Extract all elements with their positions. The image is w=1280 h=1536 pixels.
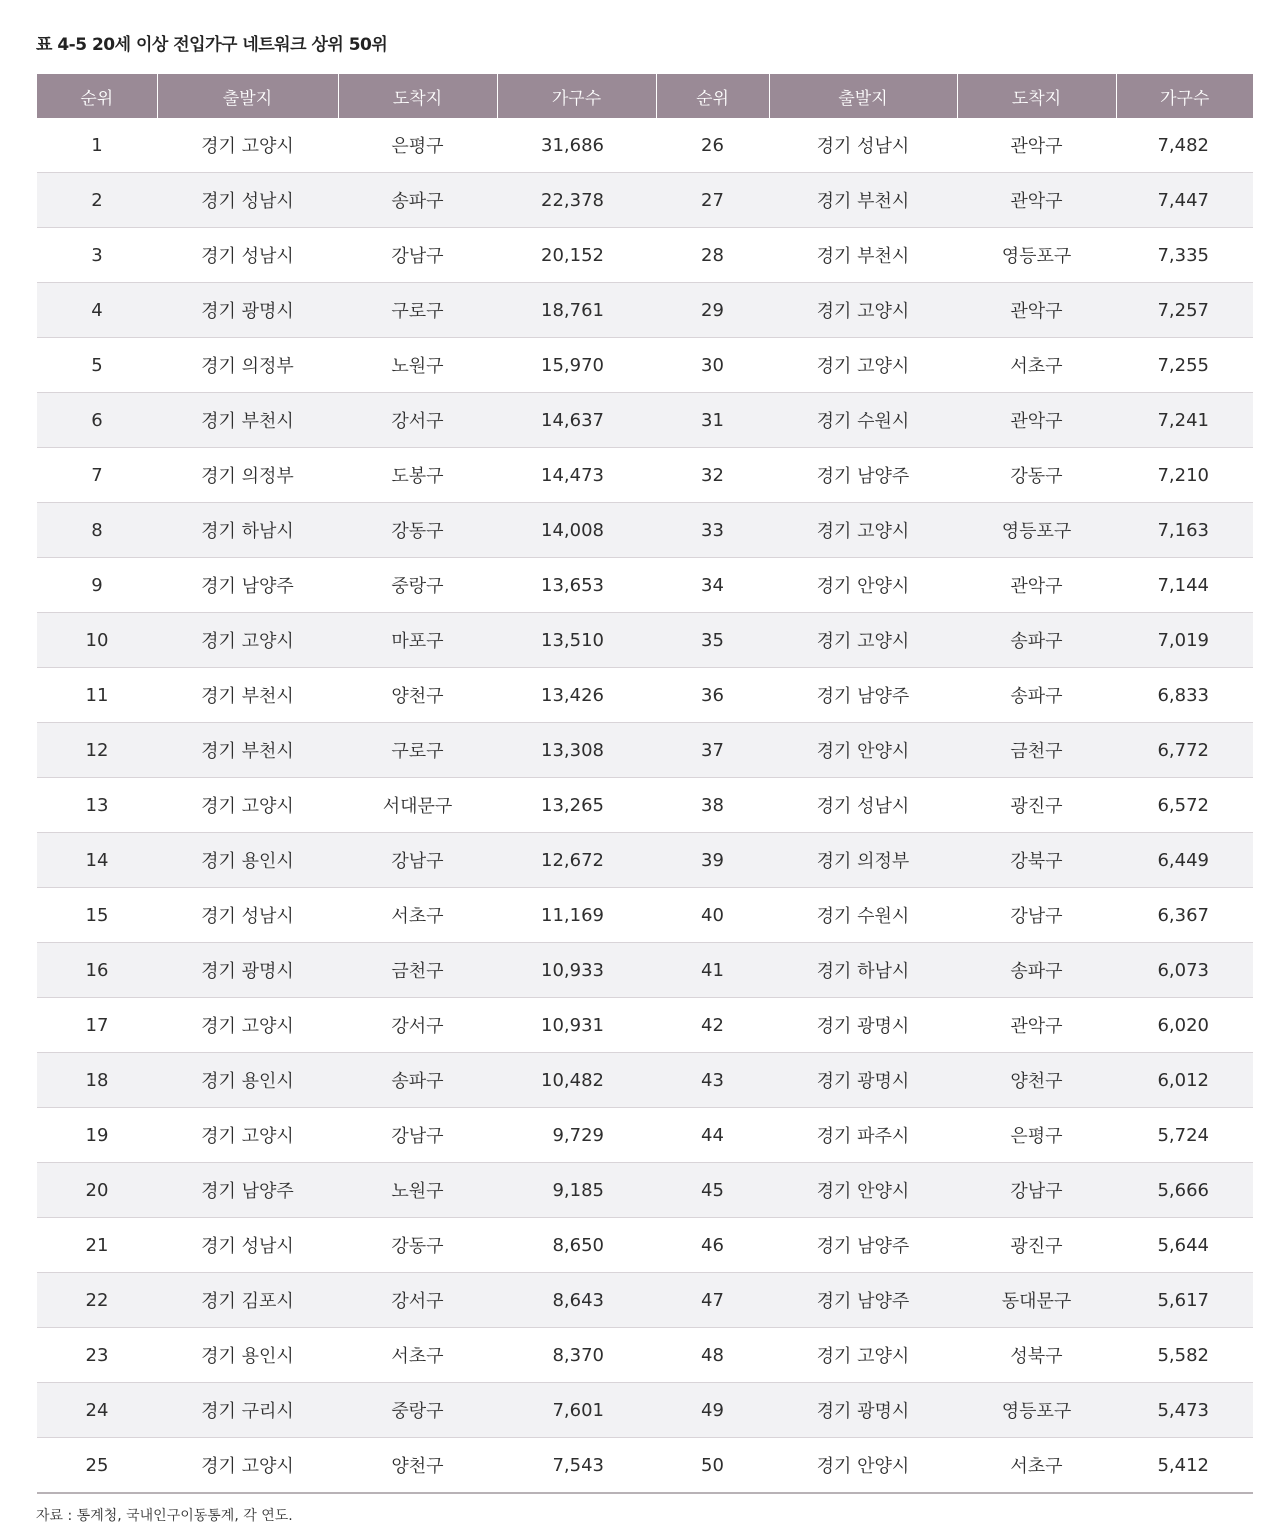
- households-cell: 13,308: [497, 723, 656, 778]
- origin-cell: 경기 성남시: [769, 778, 957, 833]
- households-cell: 7,210: [1116, 448, 1253, 503]
- table-row: [37, 1328, 1253, 1383]
- destination-cell: 서초구: [338, 888, 497, 943]
- rank-cell: 32: [656, 448, 769, 503]
- rank-cell: 15: [37, 888, 157, 943]
- destination-cell: 강남구: [338, 833, 497, 888]
- destination-cell: 송파구: [338, 173, 497, 228]
- rank-cell: 4: [37, 283, 157, 338]
- rank-cell: 21: [37, 1218, 157, 1273]
- rank-cell: 24: [37, 1383, 157, 1438]
- rank-cell: 29: [656, 283, 769, 338]
- origin-cell: 경기 성남시: [157, 228, 338, 283]
- origin-cell: 경기 안양시: [769, 558, 957, 613]
- households-cell: 13,426: [497, 668, 656, 723]
- column-header: 가구수: [497, 74, 656, 118]
- rank-cell: 13: [37, 778, 157, 833]
- households-cell: 7,144: [1116, 558, 1253, 613]
- origin-cell: 경기 용인시: [157, 1053, 338, 1108]
- destination-cell: 광진구: [957, 1218, 1116, 1273]
- origin-cell: 경기 의정부: [157, 338, 338, 393]
- origin-cell: 경기 수원시: [769, 393, 957, 448]
- origin-cell: 경기 고양시: [157, 778, 338, 833]
- rank-cell: 42: [656, 998, 769, 1053]
- rank-cell: 23: [37, 1328, 157, 1383]
- header-row: [37, 74, 1253, 118]
- households-cell: 9,729: [497, 1108, 656, 1163]
- origin-cell: 경기 고양시: [157, 1108, 338, 1163]
- rank-cell: 30: [656, 338, 769, 393]
- origin-cell: 경기 남양주: [157, 1163, 338, 1218]
- households-cell: 5,582: [1116, 1328, 1253, 1383]
- households-cell: 7,019: [1116, 613, 1253, 668]
- table-row: [37, 833, 1253, 888]
- rank-cell: 39: [656, 833, 769, 888]
- origin-cell: 경기 의정부: [769, 833, 957, 888]
- households-cell: 10,931: [497, 998, 656, 1053]
- origin-cell: 경기 성남시: [157, 888, 338, 943]
- destination-cell: 서초구: [957, 1438, 1116, 1494]
- households-cell: 11,169: [497, 888, 656, 943]
- origin-cell: 경기 남양주: [769, 668, 957, 723]
- origin-cell: 경기 광명시: [769, 1383, 957, 1438]
- destination-cell: 도봉구: [338, 448, 497, 503]
- table-row: [37, 118, 1253, 173]
- destination-cell: 금천구: [957, 723, 1116, 778]
- households-cell: 7,257: [1116, 283, 1253, 338]
- source-note: 자료 : 통계청, 국내인구이동통계, 각 연도.: [36, 1508, 293, 1524]
- origin-cell: 경기 광명시: [157, 283, 338, 338]
- rank-cell: 22: [37, 1273, 157, 1328]
- table-header: [37, 74, 1253, 118]
- destination-cell: 송파구: [957, 613, 1116, 668]
- destination-cell: 서초구: [957, 338, 1116, 393]
- origin-cell: 경기 고양시: [157, 998, 338, 1053]
- destination-cell: 영등포구: [957, 503, 1116, 558]
- households-cell: 7,447: [1116, 173, 1253, 228]
- rank-cell: 35: [656, 613, 769, 668]
- table-row: [37, 778, 1253, 833]
- table-row: [37, 888, 1253, 943]
- column-header: 순위: [656, 74, 769, 118]
- rank-cell: 27: [656, 173, 769, 228]
- rank-cell: 40: [656, 888, 769, 943]
- households-cell: 10,482: [497, 1053, 656, 1108]
- rank-cell: 45: [656, 1163, 769, 1218]
- destination-cell: 서대문구: [338, 778, 497, 833]
- households-cell: 8,643: [497, 1273, 656, 1328]
- origin-cell: 경기 성남시: [157, 173, 338, 228]
- households-cell: 12,672: [497, 833, 656, 888]
- households-cell: 18,761: [497, 283, 656, 338]
- table-row: [37, 503, 1253, 558]
- households-cell: 7,335: [1116, 228, 1253, 283]
- households-cell: 31,686: [497, 118, 656, 173]
- rank-cell: 43: [656, 1053, 769, 1108]
- origin-cell: 경기 김포시: [157, 1273, 338, 1328]
- households-cell: 9,185: [497, 1163, 656, 1218]
- origin-cell: 경기 광명시: [769, 998, 957, 1053]
- rank-cell: 19: [37, 1108, 157, 1163]
- rank-cell: 38: [656, 778, 769, 833]
- destination-cell: 은평구: [338, 118, 497, 173]
- destination-cell: 마포구: [338, 613, 497, 668]
- rank-cell: 9: [37, 558, 157, 613]
- rank-cell: 7: [37, 448, 157, 503]
- origin-cell: 경기 고양시: [157, 118, 338, 173]
- origin-cell: 경기 안양시: [769, 1163, 957, 1218]
- households-cell: 6,449: [1116, 833, 1253, 888]
- rank-cell: 16: [37, 943, 157, 998]
- destination-cell: 강남구: [957, 1163, 1116, 1218]
- rank-cell: 14: [37, 833, 157, 888]
- column-header: 도착지: [338, 74, 497, 118]
- origin-cell: 경기 남양주: [769, 1273, 957, 1328]
- destination-cell: 관악구: [957, 393, 1116, 448]
- rank-cell: 6: [37, 393, 157, 448]
- destination-cell: 강남구: [338, 228, 497, 283]
- origin-cell: 경기 고양시: [769, 1328, 957, 1383]
- households-cell: 5,724: [1116, 1108, 1253, 1163]
- destination-cell: 송파구: [957, 943, 1116, 998]
- households-cell: 7,601: [497, 1383, 656, 1438]
- destination-cell: 동대문구: [957, 1273, 1116, 1328]
- origin-cell: 경기 구리시: [157, 1383, 338, 1438]
- origin-cell: 경기 용인시: [157, 1328, 338, 1383]
- destination-cell: 영등포구: [957, 1383, 1116, 1438]
- table-row: [37, 1053, 1253, 1108]
- destination-cell: 관악구: [957, 173, 1116, 228]
- origin-cell: 경기 의정부: [157, 448, 338, 503]
- table-row: [37, 1273, 1253, 1328]
- origin-cell: 경기 안양시: [769, 723, 957, 778]
- households-cell: 6,572: [1116, 778, 1253, 833]
- households-cell: 14,637: [497, 393, 656, 448]
- rank-cell: 17: [37, 998, 157, 1053]
- rank-cell: 41: [656, 943, 769, 998]
- rank-cell: 1: [37, 118, 157, 173]
- origin-cell: 경기 남양주: [769, 448, 957, 503]
- households-cell: 5,644: [1116, 1218, 1253, 1273]
- table-row: [37, 1108, 1253, 1163]
- households-cell: 8,370: [497, 1328, 656, 1383]
- households-cell: 22,378: [497, 173, 656, 228]
- households-cell: 7,482: [1116, 118, 1253, 173]
- origin-cell: 경기 광명시: [769, 1053, 957, 1108]
- table-row: [37, 283, 1253, 338]
- rank-cell: 3: [37, 228, 157, 283]
- destination-cell: 관악구: [957, 998, 1116, 1053]
- destination-cell: 중랑구: [338, 1383, 497, 1438]
- table-row: [37, 1218, 1253, 1273]
- table-row: [37, 943, 1253, 998]
- table-caption: 표 4-5 20세 이상 전입가구 네트워크 상위 50위: [36, 35, 388, 55]
- households-cell: 13,265: [497, 778, 656, 833]
- table-row: [37, 1163, 1253, 1218]
- column-header: 도착지: [957, 74, 1116, 118]
- origin-cell: 경기 부천시: [157, 393, 338, 448]
- table-row: [37, 1383, 1253, 1438]
- rank-cell: 49: [656, 1383, 769, 1438]
- destination-cell: 광진구: [957, 778, 1116, 833]
- rank-cell: 36: [656, 668, 769, 723]
- origin-cell: 경기 부천시: [769, 173, 957, 228]
- destination-cell: 강남구: [338, 1108, 497, 1163]
- destination-cell: 강서구: [338, 998, 497, 1053]
- origin-cell: 경기 고양시: [157, 1438, 338, 1494]
- destination-cell: 서초구: [338, 1328, 497, 1383]
- rank-cell: 50: [656, 1438, 769, 1494]
- table-row: [37, 448, 1253, 503]
- destination-cell: 송파구: [338, 1053, 497, 1108]
- rank-cell: 11: [37, 668, 157, 723]
- households-cell: 20,152: [497, 228, 656, 283]
- table-row: [37, 228, 1253, 283]
- households-cell: 7,543: [497, 1438, 656, 1494]
- column-header: 가구수: [1116, 74, 1253, 118]
- destination-cell: 강남구: [957, 888, 1116, 943]
- households-cell: 6,367: [1116, 888, 1253, 943]
- destination-cell: 양천구: [338, 668, 497, 723]
- origin-cell: 경기 수원시: [769, 888, 957, 943]
- destination-cell: 중랑구: [338, 558, 497, 613]
- rank-cell: 12: [37, 723, 157, 778]
- column-header: 출발지: [157, 74, 338, 118]
- destination-cell: 은평구: [957, 1108, 1116, 1163]
- origin-cell: 경기 파주시: [769, 1108, 957, 1163]
- column-header: 순위: [37, 74, 157, 118]
- households-cell: 13,510: [497, 613, 656, 668]
- households-cell: 7,241: [1116, 393, 1253, 448]
- destination-cell: 구로구: [338, 723, 497, 778]
- destination-cell: 노원구: [338, 1163, 497, 1218]
- destination-cell: 강서구: [338, 393, 497, 448]
- rank-cell: 8: [37, 503, 157, 558]
- rank-cell: 2: [37, 173, 157, 228]
- destination-cell: 금천구: [338, 943, 497, 998]
- origin-cell: 경기 하남시: [157, 503, 338, 558]
- rank-cell: 28: [656, 228, 769, 283]
- households-cell: 7,163: [1116, 503, 1253, 558]
- households-cell: 6,833: [1116, 668, 1253, 723]
- rank-cell: 34: [656, 558, 769, 613]
- rank-cell: 26: [656, 118, 769, 173]
- rank-cell: 25: [37, 1438, 157, 1494]
- rank-cell: 47: [656, 1273, 769, 1328]
- table-row: [37, 613, 1253, 668]
- origin-cell: 경기 고양시: [769, 503, 957, 558]
- origin-cell: 경기 고양시: [157, 613, 338, 668]
- destination-cell: 강서구: [338, 1273, 497, 1328]
- destination-cell: 양천구: [338, 1438, 497, 1494]
- rank-cell: 20: [37, 1163, 157, 1218]
- destination-cell: 관악구: [957, 558, 1116, 613]
- origin-cell: 경기 성남시: [157, 1218, 338, 1273]
- destination-cell: 관악구: [957, 283, 1116, 338]
- table-row: [37, 1438, 1253, 1494]
- origin-cell: 경기 성남시: [769, 118, 957, 173]
- rank-cell: 33: [656, 503, 769, 558]
- origin-cell: 경기 용인시: [157, 833, 338, 888]
- households-cell: 6,012: [1116, 1053, 1253, 1108]
- rank-cell: 18: [37, 1053, 157, 1108]
- households-cell: 14,008: [497, 503, 656, 558]
- column-header: 출발지: [769, 74, 957, 118]
- rank-cell: 44: [656, 1108, 769, 1163]
- households-cell: 13,653: [497, 558, 656, 613]
- destination-cell: 구로구: [338, 283, 497, 338]
- rank-cell: 31: [656, 393, 769, 448]
- table-row: [37, 558, 1253, 613]
- origin-cell: 경기 고양시: [769, 283, 957, 338]
- table-row: [37, 338, 1253, 393]
- origin-cell: 경기 남양주: [769, 1218, 957, 1273]
- destination-cell: 관악구: [957, 118, 1116, 173]
- households-cell: 5,412: [1116, 1438, 1253, 1494]
- rank-cell: 48: [656, 1328, 769, 1383]
- origin-cell: 경기 부천시: [769, 228, 957, 283]
- households-cell: 7,255: [1116, 338, 1253, 393]
- destination-cell: 노원구: [338, 338, 497, 393]
- origin-cell: 경기 광명시: [157, 943, 338, 998]
- households-cell: 6,020: [1116, 998, 1253, 1053]
- destination-cell: 강동구: [338, 503, 497, 558]
- destination-cell: 강동구: [338, 1218, 497, 1273]
- households-cell: 5,666: [1116, 1163, 1253, 1218]
- origin-cell: 경기 부천시: [157, 668, 338, 723]
- households-cell: 10,933: [497, 943, 656, 998]
- destination-cell: 강북구: [957, 833, 1116, 888]
- table-body: [37, 118, 1253, 1493]
- destination-cell: 성북구: [957, 1328, 1116, 1383]
- origin-cell: 경기 하남시: [769, 943, 957, 998]
- destination-cell: 영등포구: [957, 228, 1116, 283]
- rank-cell: 37: [656, 723, 769, 778]
- rank-cell: 5: [37, 338, 157, 393]
- households-cell: 5,473: [1116, 1383, 1253, 1438]
- households-cell: 15,970: [497, 338, 656, 393]
- households-cell: 5,617: [1116, 1273, 1253, 1328]
- households-cell: 6,772: [1116, 723, 1253, 778]
- rank-cell: 10: [37, 613, 157, 668]
- network-table: [37, 74, 1253, 1494]
- table-row: [37, 998, 1253, 1053]
- origin-cell: 경기 부천시: [157, 723, 338, 778]
- table-row: [37, 173, 1253, 228]
- table-row: [37, 723, 1253, 778]
- origin-cell: 경기 남양주: [157, 558, 338, 613]
- table-row: [37, 668, 1253, 723]
- destination-cell: 양천구: [957, 1053, 1116, 1108]
- destination-cell: 송파구: [957, 668, 1116, 723]
- origin-cell: 경기 고양시: [769, 613, 957, 668]
- rank-cell: 46: [656, 1218, 769, 1273]
- table-row: [37, 393, 1253, 448]
- origin-cell: 경기 안양시: [769, 1438, 957, 1494]
- households-cell: 14,473: [497, 448, 656, 503]
- origin-cell: 경기 고양시: [769, 338, 957, 393]
- households-cell: 6,073: [1116, 943, 1253, 998]
- households-cell: 8,650: [497, 1218, 656, 1273]
- destination-cell: 강동구: [957, 448, 1116, 503]
